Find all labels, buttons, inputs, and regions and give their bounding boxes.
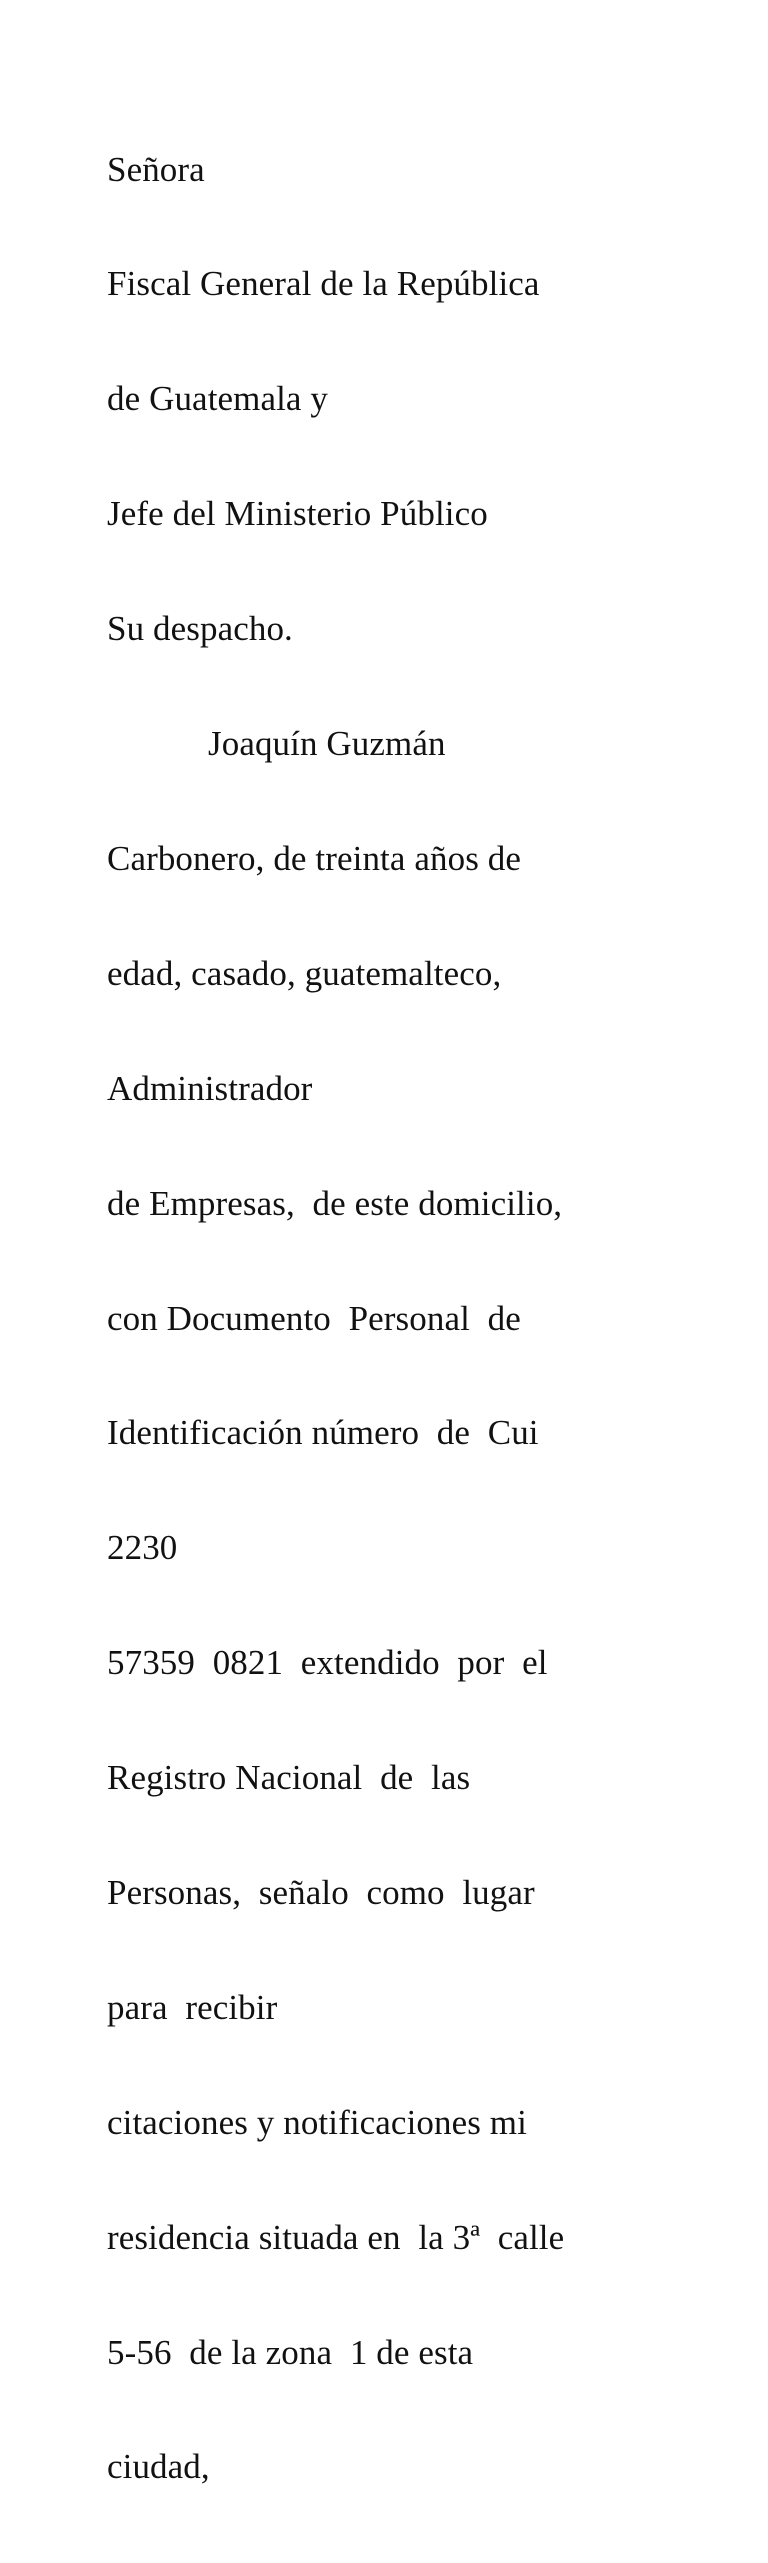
letter-body [107,74,707,2563]
body-line: Carbonero, de treinta años de [107,838,521,878]
salutation-line: Señora [107,149,205,189]
addressee-line: Su despacho. [107,609,293,649]
body-line: ciudad, [107,2447,210,2487]
body-line: Administrador [107,1068,313,1108]
body-line: Registro Nacional de las [107,1758,471,1798]
body-line: 2230 [107,1528,178,1568]
addressee-line: Fiscal General de la República [107,264,540,304]
body-line: residencia situada en la 3ª calle [107,2217,565,2257]
body-line: 57359 0821 extendido por el [107,1643,548,1683]
body-line: para recibir [107,1987,278,2027]
body-line: Personas, señalo como lugar [107,1872,535,1912]
body-line: de Empresas, de este domicilio, [107,1183,563,1223]
body-line: edad, casado, guatemalteco, [107,953,502,993]
body-line: Joaquín Guzmán [208,724,446,764]
body-line: Identificación número de Cui [107,1413,539,1453]
addressee-line: de Guatemala y [107,379,329,419]
body-line: citaciones y notificaciones mi [107,2102,527,2142]
body-line: con Documento Personal de [107,1298,521,1338]
addressee-line: Jefe del Ministerio Público [107,494,488,534]
body-line: 5-56 de la zona 1 de esta [107,2332,474,2372]
